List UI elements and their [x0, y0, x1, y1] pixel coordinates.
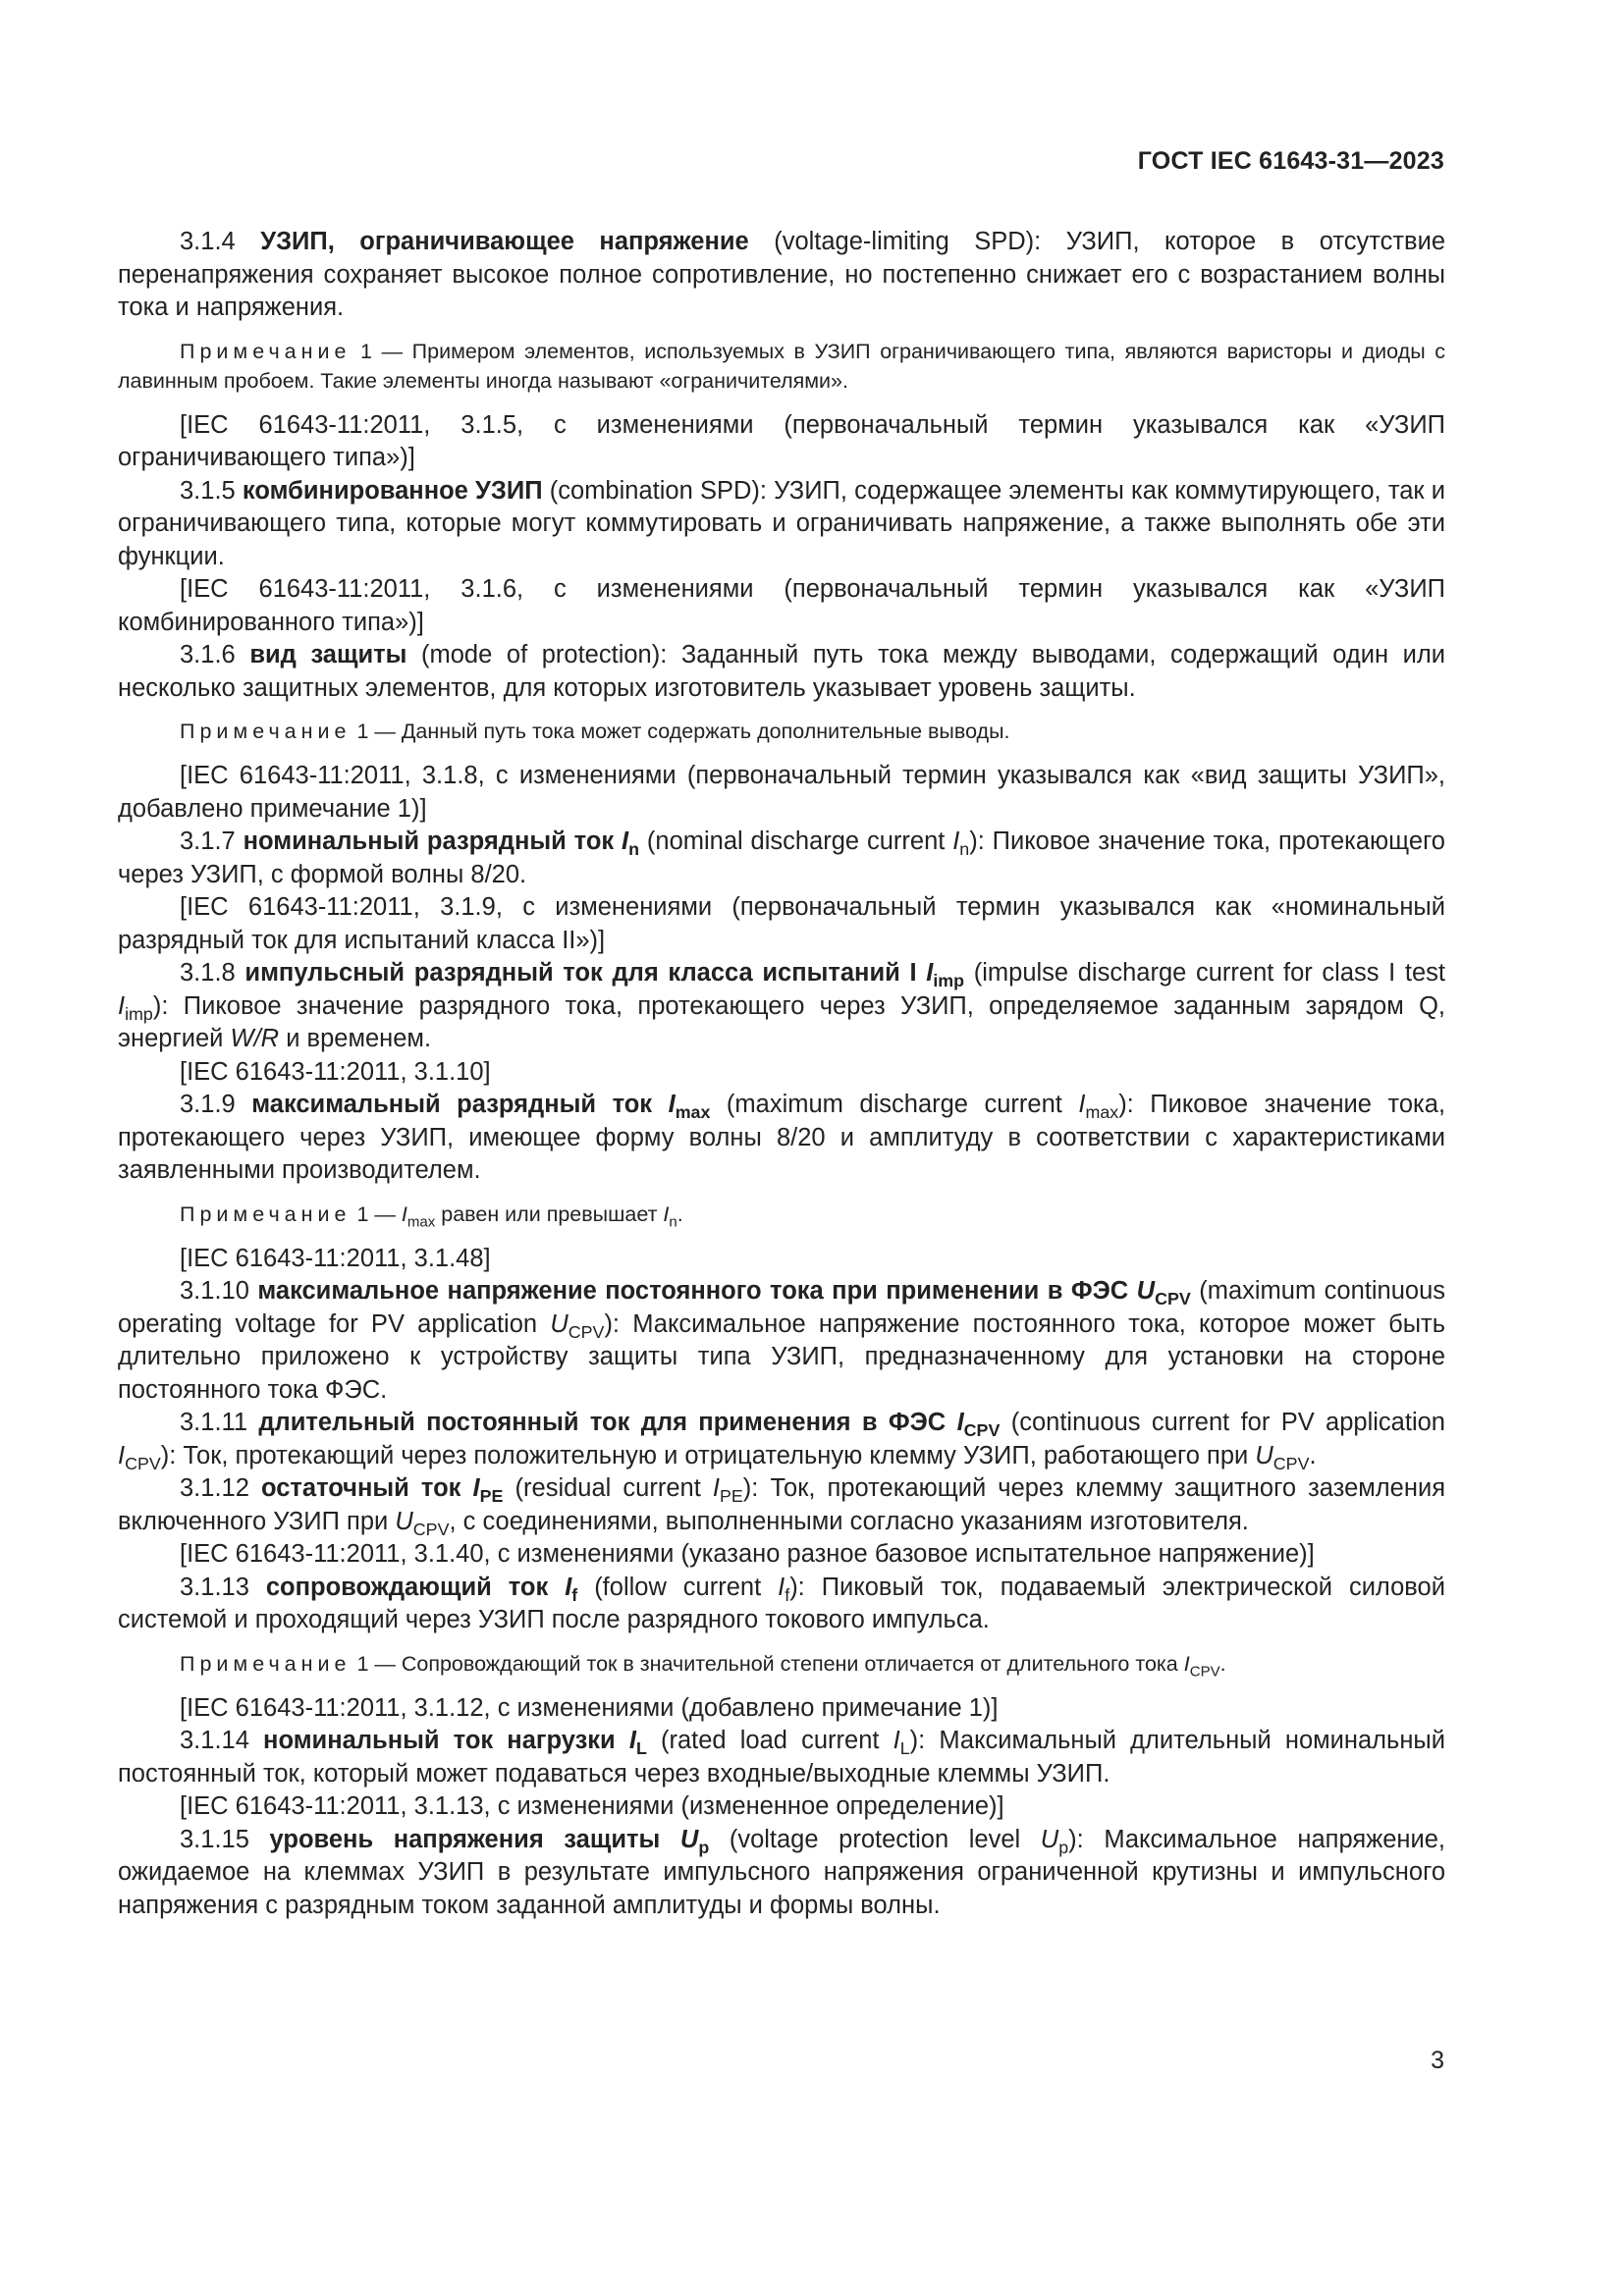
note-label: Примечание	[180, 720, 352, 743]
term-title: УЗИП, ограничивающее напряжение	[260, 228, 749, 255]
note-3-1-4	[118, 337, 1445, 396]
term-english-symbol: I	[893, 1727, 900, 1754]
term-english: (follow current	[594, 1573, 762, 1601]
term-symbol: U	[679, 1825, 699, 1853]
note-text: 1 — Сопровождающий ток в значительной степени отличается от длительного тока	[356, 1651, 1178, 1676]
term-definition: Ток, протекающий через клемму защитного заземления включенного УЗИП при	[118, 1474, 1445, 1535]
term-title: остаточный ток	[261, 1474, 461, 1502]
ref-3-1-5: [IEC 61643-11:2011, 3.1.6, с изменениями (первоначальный термин указывался как «УЗИП комбинированного типа»)]	[118, 575, 1445, 636]
term-definition-symbol: U	[1255, 1441, 1273, 1469]
term-english-symbol-sub: CPV	[125, 1453, 161, 1473]
term-english-symbol-sub: p	[1058, 1837, 1069, 1857]
term-number: 3.1.8	[180, 959, 236, 987]
term-english-symbol: I	[712, 1474, 720, 1502]
term-symbol: I	[622, 828, 629, 855]
term-symbol: I	[472, 1474, 480, 1502]
term-number: 3.1.13	[180, 1573, 249, 1601]
term-number: 3.1.4	[180, 228, 236, 255]
ref-3-1-7: [IEC 61643-11:2011, 3.1.9, с изменениями (первоначальный термин указывался как «номинальный разрядный ток для испытаний класса II»)]	[118, 893, 1445, 954]
term-english: (mode of protection):	[421, 641, 668, 668]
term-symbol: I	[956, 1409, 964, 1436]
term-definition: Максимальный длительный номинальный постоянный ток, который может подаваться через входные/выходные клеммы УЗИП.	[118, 1727, 1445, 1788]
term-english: (voltage protection level	[729, 1825, 1021, 1853]
document-header: ГОСТ IEC 61643-31—2023	[1137, 147, 1444, 175]
term-english-symbol-sub: max	[1085, 1102, 1119, 1123]
term-definition-italic: W/R	[230, 1025, 280, 1052]
ref-3-1-12: [IEC 61643-11:2011, 3.1.40, с изменениями (указано разное базовое испытательное напряжение)]	[180, 1540, 1315, 1568]
term-definition: Пиковое значение разрядного тока, протекающего через УЗИП, определяемое заданным зарядом Q, энергией	[118, 991, 1445, 1052]
term-number: 3.1.9	[180, 1091, 236, 1118]
note-3-1-9: Примечание 1 — $I_{max}$ равен или превышает $I_n$.	[180, 1201, 683, 1230]
note-label: Примечание	[180, 1651, 352, 1676]
term-title: комбинированное УЗИП	[242, 476, 543, 505]
term-definition: Пиковый ток, подаваемый электрической силовой системой и проходящий через УЗИП после разрядного токового импульса.	[118, 1573, 1445, 1633]
note-label: Примечание	[180, 339, 352, 363]
term-3-1-5	[118, 475, 1445, 574]
term-symbol-sub: L	[635, 1738, 647, 1759]
term-english-symbol-sub: PE	[719, 1486, 743, 1507]
term-english: (maximum discharge current	[726, 1091, 1062, 1118]
term-3-1-10: 3.1.10 максимальное напряжение постоянного тока при применении в ФЭС $U_{CPV}$ (maximum continuous operating voltage for PV application $U_{CPV}$): Максимальное напряжение постоянного тока, которое может быть длительно приложено к устройству защиты типа УЗИП, предназначенному для установки на стороне постоянного тока ФЭС.	[118, 1277, 1445, 1404]
term-symbol-sub: PE	[479, 1486, 504, 1507]
term-english-symbol-sub: CPV	[568, 1321, 605, 1342]
note-3-1-13: Примечание 1 — Сопровождающий ток в значительной степени отличается от длительного тока $I_{CPV}$.	[180, 1651, 1226, 1680]
term-english-symbol: U	[1040, 1825, 1059, 1853]
term-definition: Максимальное напряжение, ожидаемое на клеммах УЗИП в результате импульсного напряжения ограниченной крутизны и импульсного напряжения с разрядным током заданной амплитуды и формы волны.	[118, 1825, 1446, 1919]
term-number: 3.1.10	[180, 1277, 249, 1305]
term-english: (nominal discharge current	[646, 828, 946, 855]
term-title: максимальное напряжение постоянного тока при применении в ФЭС	[257, 1277, 1129, 1305]
term-symbol-sub: CPV	[963, 1420, 1001, 1441]
term-title: максимальный разрядный ток	[251, 1091, 653, 1118]
term-definition: Максимальное напряжение постоянного тока, которое может быть длительно приложено к устройству защиты типа УЗИП, предназначенному для установки на стороне постоянного тока ФЭС.	[118, 1309, 1445, 1404]
term-definition: УЗИП, которое в отсутствие перенапряжения сохраняет высокое полное сопротивление, но постепенно снижает его с возрастанием волны тока и напряжения.	[118, 228, 1446, 321]
ref-3-1-13: [IEC 61643-11:2011, 3.1.12, с изменениями (добавлено примечание 1)]	[180, 1693, 999, 1722]
term-3-1-7: 3.1.7 номинальный разрядный ток $I_n$ (nominal discharge current $I_n$): Пиковое значение тока, протекающего через УЗИП, с формой волны 8/20.	[118, 828, 1445, 888]
term-english: (impulse discharge current for class I test	[973, 959, 1446, 987]
term-3-1-14: 3.1.14 номинальный ток нагрузки $I_L$ (rated load current $I_L$): Максимальный длительный номинальный постоянный ток, который может подаваться через входные/выходные клеммы УЗИП.	[118, 1727, 1445, 1788]
term-english: (residual current	[514, 1474, 701, 1502]
term-title: номинальный разрядный ток	[243, 828, 615, 855]
term-symbol-sub: n	[628, 839, 640, 860]
term-number: 3.1.6	[180, 641, 236, 668]
term-english-symbol: I	[778, 1573, 785, 1601]
term-english-symbol: U	[550, 1309, 568, 1338]
term-number: 3.1.14	[180, 1727, 249, 1754]
term-symbol-sub: p	[698, 1837, 710, 1857]
term-definition: Пиковое значение тока, протекающего через УЗИП, имеющее форму волны 8/20 и амплитуду в соответствии с характеристиками заявленными производителем.	[118, 1091, 1446, 1184]
document-body	[118, 226, 1445, 1922]
term-english-symbol: I	[952, 828, 960, 855]
ref-3-1-4: [IEC 61643-11:2011, 3.1.5, с изменениями (первоначальный термин указывался как «УЗИП ограничивающего типа»)]	[118, 410, 1445, 471]
term-number: 3.1.5	[180, 476, 236, 505]
term-english: (continuous current for PV application	[1010, 1409, 1445, 1436]
term-english-symbol: I	[118, 991, 126, 1020]
term-symbol: I	[565, 1573, 572, 1601]
term-title: длительный постоянный ток для применения в ФЭС	[258, 1409, 947, 1436]
term-title: сопровождающий ток	[265, 1573, 549, 1601]
term-english: (maximum continuous operating voltage for PV application	[118, 1277, 1445, 1338]
term-english-symbol-sub: n	[959, 839, 970, 860]
term-english-symbol-sub: f	[785, 1584, 790, 1605]
term-english: (voltage-limiting SPD):	[774, 228, 1042, 255]
ref-3-1-9: [IEC 61643-11:2011, 3.1.48]	[180, 1244, 491, 1272]
term-symbol: I	[668, 1091, 676, 1118]
term-title: импульсный разрядный ток для класса испытаний I	[244, 959, 917, 987]
term-3-1-8: 3.1.8 импульсный разрядный ток для класса испытаний I $I_{imp}$ (impulse discharge current for class I test $I_{imp}$): Пиковое значение разрядного тока, протекающего через УЗИП, определяемое заданным зарядом Q, энергией W/R и временем.	[118, 959, 1446, 1052]
term-title: вид защиты	[249, 641, 407, 668]
note-symbol: I	[401, 1201, 407, 1226]
term-number: 3.1.7	[180, 828, 236, 855]
term-3-1-15: 3.1.15 уровень напряжения защиты $U_p$ (voltage protection level $U_p$): Максимальное напряжение, ожидаемое на клеммах УЗИП в результате импульсного напряжения ограниченной крутизны и импульсного напряжения с разрядным током заданной амплитуды и формы волны.	[118, 1825, 1446, 1919]
term-english: (combination SPD):	[549, 476, 767, 505]
term-definition: УЗИП, содержащее элементы как коммутирующего, так и ограничивающего типа, которые могут коммутировать и ограничивать напряжение, а также выполнять обе эти функции.	[118, 476, 1445, 570]
note-3-1-6	[118, 717, 1445, 746]
term-definition: Заданный путь тока между выводами, содержащий один или несколько защитных элементов, для которых изготовитель указывает уровень защиты.	[118, 641, 1445, 702]
term-english-symbol: I	[118, 1441, 126, 1469]
term-english-symbol-sub: L	[899, 1738, 910, 1759]
term-symbol-sub: imp	[933, 971, 965, 991]
term-3-1-11: 3.1.11 длительный постоянный ток для применения в ФЭС $I_{CPV}$ (continuous current for PV application $I_{CPV}$): Ток, протекающий через положительную и отрицательную клемму УЗИП, работающего при $U_{CPV}$.	[118, 1409, 1445, 1473]
term-definition: Пиковое значение тока, протекающего через УЗИП, с формой волны 8/20.	[118, 828, 1445, 888]
term-number: 3.1.11	[180, 1409, 248, 1436]
term-3-1-9: 3.1.9 максимальный разрядный ток $I_{max}$ (maximum discharge current $I_{max}$): Пиковое значение тока, протекающего через УЗИП, имеющее форму волны 8/20 и амплитуду в соответствии с характеристиками заявленными производителем.	[118, 1091, 1446, 1184]
ref-3-1-14: [IEC 61643-11:2011, 3.1.13, с изменениями (измененное определение)]	[180, 1792, 1004, 1820]
ref-3-1-8: [IEC 61643-11:2011, 3.1.10]	[180, 1057, 491, 1086]
term-title: номинальный ток нагрузки	[263, 1727, 616, 1754]
term-symbol-sub: max	[675, 1102, 711, 1123]
term-definition-symbol: U	[395, 1507, 413, 1535]
note-label: Примечание	[180, 1201, 352, 1226]
note-text: 1 — Данный путь тока может содержать дополнительные выводы.	[356, 720, 1010, 743]
term-3-1-4	[118, 226, 1445, 325]
term-english: (rated load current	[661, 1727, 880, 1754]
term-symbol: I	[628, 1727, 636, 1754]
page-number: 3	[1431, 2047, 1444, 2074]
term-symbol: I	[926, 959, 934, 987]
term-definition: Ток, протекающий через положительную и отрицательную клемму УЗИП, работающего при	[183, 1441, 1249, 1469]
term-3-1-12: 3.1.12 остаточный ток $I_{PE}$ (residual current $I_{PE}$): Ток, протекающий через клемму защитного заземления включенного УЗИП при $U_{CPV}$, с соединениями, выполненными согласно указаниям изготовителя.	[118, 1474, 1445, 1539]
term-english-symbol-sub: imp	[125, 1003, 153, 1024]
note-symbol: I	[663, 1201, 670, 1226]
ref-3-1-6: [IEC 61643-11:2011, 3.1.8, с изменениями (первоначальный термин указывался как «вид защиты УЗИП», добавлено примечание 1)]	[118, 762, 1445, 823]
term-symbol-sub: f	[571, 1584, 578, 1605]
term-number: 3.1.15	[180, 1825, 249, 1853]
note-text: 1 — Примером элементов, используемых в УЗИП ограничивающего типа, являются варисторы и диоды с лавинным пробоем. Такие элементы иногда называют «ограничителями».	[118, 339, 1445, 393]
term-symbol-sub: CPV	[1155, 1289, 1191, 1309]
term-title: уровень напряжения защиты	[269, 1825, 661, 1853]
term-3-1-6	[118, 639, 1445, 705]
term-english-symbol: I	[1078, 1091, 1086, 1118]
term-3-1-13: 3.1.13 сопровождающий ток $I_f$ (follow current $I_f$): Пиковый ток, подаваемый электрической силовой системой и проходящий через УЗИП после разрядного токового импульса.	[118, 1573, 1445, 1633]
term-number: 3.1.12	[180, 1474, 249, 1502]
note-symbol: I	[1183, 1651, 1190, 1676]
term-symbol: U	[1136, 1277, 1156, 1305]
